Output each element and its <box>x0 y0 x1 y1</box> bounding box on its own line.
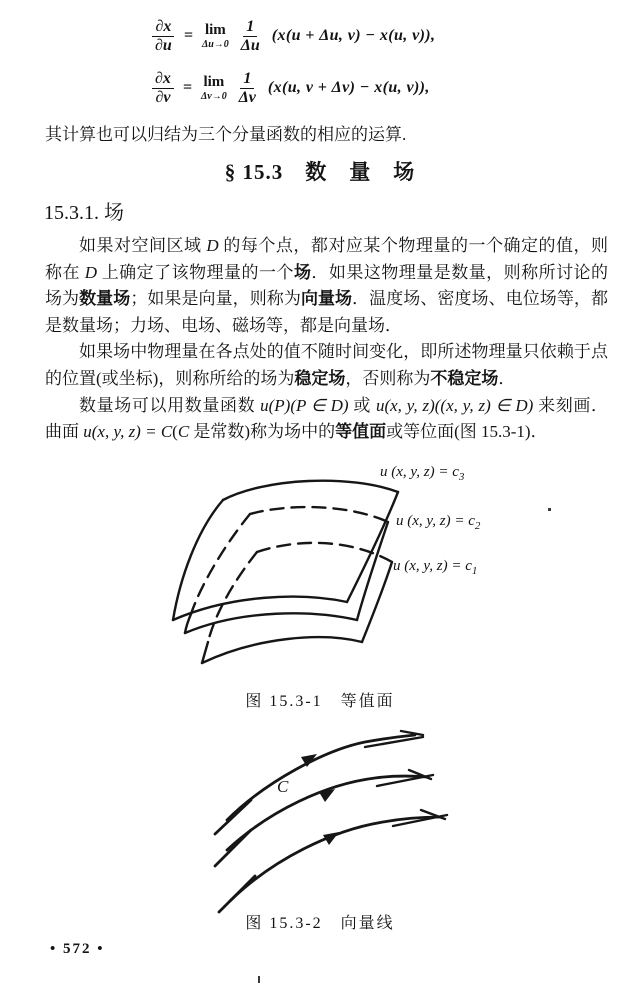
difference-expression: (x(u + Δu, v) − x(u, v)), <box>271 27 436 45</box>
vector-lines-figure <box>165 726 535 918</box>
math-var: D <box>84 262 97 282</box>
numerator: 1 <box>240 70 254 89</box>
level-surfaces-figure <box>95 462 565 690</box>
fig2-curve-label: C <box>277 777 289 796</box>
equation-dx-dv <box>152 70 430 107</box>
lim-word: lim <box>203 73 225 90</box>
subsection-heading: 15.3.1. 场 <box>44 202 124 224</box>
denominator: Δv <box>238 88 256 106</box>
equation-dx-du <box>152 18 435 55</box>
intro-sentence: 其计算也可以归结为三个分量函数的相应的运算. <box>45 125 407 144</box>
math-var: C <box>177 422 190 442</box>
fig1-label-c1: u (x, y, $z) = c_1$ <box>393 558 478 577</box>
numerator: ∂x <box>152 70 174 89</box>
bold-term: 数量场 <box>79 289 131 309</box>
bold-term: 向量场 <box>300 289 353 309</box>
limit-operator <box>201 75 227 102</box>
lim-subscript: Δu→0 <box>201 38 229 50</box>
denominator: ∂u <box>155 36 172 54</box>
bold-term: 稳定场 <box>294 368 346 388</box>
figure1-caption: 图 15.3-1 等值面 <box>245 693 395 710</box>
lim-word: lim <box>204 21 226 38</box>
body-text <box>45 233 608 446</box>
fig1-label-c2: u (x, y, $z) = c_2$ <box>396 513 481 532</box>
denominator: Δu <box>240 36 260 54</box>
bold-term: 等值面 <box>335 422 387 442</box>
limit-operator <box>202 23 229 50</box>
reciprocal-fraction <box>236 70 259 107</box>
scan-artifact <box>258 976 260 983</box>
figure2-caption: 图 15.3-2 向量线 <box>245 915 395 932</box>
numerator: ∂x <box>152 18 174 37</box>
paragraph-1: 如果对空间区域 D 的每个点，都对应某个物理量的一个确定的值，则称在 D 上确定了该物理量的一个场．如果这物理量是数量，则称所讨论的场为数量场；如果是向量，则称为向量场．温度场、密度场、电位场等，都是数量场；力场、电场、磁场等，都是向量场． <box>45 236 609 335</box>
numerator: 1 <box>243 18 257 37</box>
paragraph-3: 数量场可以用数量函数 u(P)(P ∈ D) 或 u(x, y, z)((x, y, z) ∈ D) 来刻画．曲面 u(x, y, z) = C(C 是常数)称为场中的等值面或等位面(图 15.3-1)． <box>45 395 609 442</box>
difference-expression: (x(u, v + Δv) − x(u, v)), <box>267 79 430 97</box>
scan-artifact <box>548 508 551 511</box>
reciprocal-fraction <box>238 18 263 55</box>
math-inline: u(x, y, z) = C <box>83 422 173 442</box>
equals-sign: = <box>183 27 193 45</box>
fig1-label-c3: u (x, y, $z) = c_3$ <box>380 464 465 483</box>
math-inline: u(x, y, z)((x, y, z) ∈ D) <box>375 395 534 415</box>
lim-subscript: Δv→0 <box>201 90 227 102</box>
bold-term: 场 <box>293 262 312 282</box>
section-heading: § 15.3 数 量 场 <box>224 160 416 184</box>
equals-sign: = <box>182 79 193 97</box>
lhs-fraction <box>152 18 175 55</box>
lhs-fraction <box>152 70 174 107</box>
math-inline: u(P)(P ∈ D) <box>260 395 349 415</box>
page-number: • 572 • <box>50 941 105 957</box>
paragraph-2: 如果场中物理量在各点处的值不随时间变化，即所述物理量只依赖于点的位置(或坐标)，则称所给的场为稳定场，否则称为不稳定场． <box>45 342 608 388</box>
denominator: ∂v <box>155 88 171 106</box>
bold-term: 不稳定场 <box>430 368 499 388</box>
math-var: D <box>206 236 219 255</box>
